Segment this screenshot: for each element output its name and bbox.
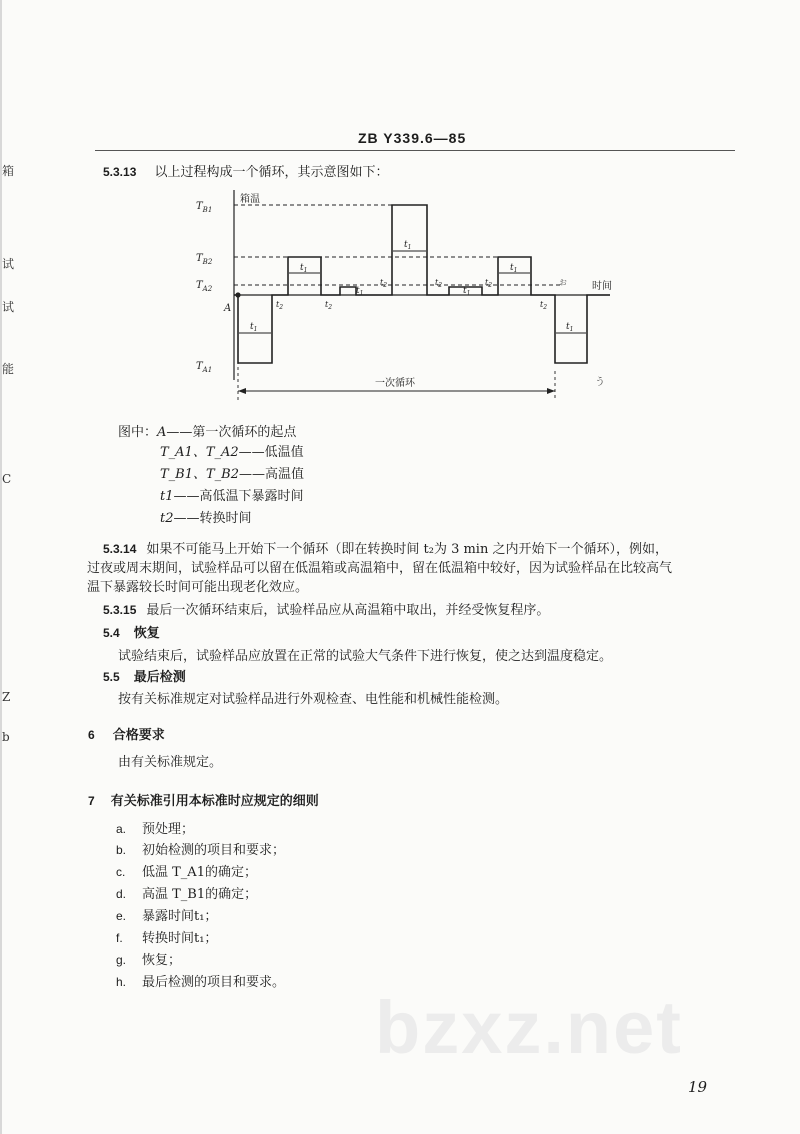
list-text: 初始检测的项目和要求； — [142, 843, 286, 858]
margin-fragment: C — [2, 472, 12, 486]
arrowhead — [547, 388, 555, 394]
section-5-5-body: 按有关标准规定对试验样品进行外观检查、电性能和机械性能检测。 — [118, 692, 509, 707]
legend-symbol: t1 — [160, 489, 174, 504]
t1-label: $t_1$ — [510, 263, 518, 274]
list-item — [116, 907, 217, 926]
legend-symbol: A — [157, 425, 167, 440]
t2-label: $t_2$ — [485, 278, 493, 289]
margin-fragment: b — [2, 730, 10, 744]
section-6-heading — [88, 726, 165, 745]
t1-label: $t_1$ — [566, 322, 574, 333]
t2-label: $t_2$ — [325, 300, 333, 311]
temperature-waveform — [234, 205, 610, 363]
list-text: 预处理； — [142, 822, 195, 837]
temperature-cycle-diagram — [190, 185, 630, 415]
section-5-3-15 — [103, 601, 549, 620]
section-title: 恢复 — [133, 626, 160, 641]
legend-row — [160, 487, 304, 507]
t2-label: $t_2$ — [435, 278, 443, 289]
cycle-label: 一次循环 — [375, 378, 415, 389]
section-text: 如果不可能马上开始下一个循环（即在转换时间 t₂为 3 min 之内开始下一个循环），例如， — [146, 542, 668, 557]
section-5-5-heading — [103, 668, 186, 687]
start-point — [236, 293, 240, 297]
section-title: 最后检测 — [133, 670, 186, 685]
level-ta1-label: $T_{A1}$ — [196, 361, 213, 374]
legend-row — [160, 443, 304, 463]
list-item — [116, 841, 285, 860]
x-axis-label: 时间 — [592, 281, 612, 292]
section-number: 5.5 — [103, 670, 120, 684]
legend-symbol: t2 — [160, 511, 174, 526]
legend-text: ——转换时间 — [173, 511, 252, 526]
watermark: bzxz.net — [375, 986, 683, 1069]
section-text: 以上过程构成一个循环，其示意图如下： — [154, 165, 389, 180]
section-title: 合格要求 — [112, 728, 165, 743]
margin-fragment: 试 — [2, 257, 15, 271]
list-letter: b. — [116, 843, 127, 857]
margin-fragment: 试 — [2, 300, 15, 314]
list-item — [116, 929, 217, 948]
standard-code-header: ZB Y339.6—85 — [358, 130, 467, 146]
legend-text: ——高温值 — [239, 467, 305, 482]
t2-label: $t_2$ — [276, 300, 284, 311]
page-number: 19 — [688, 1078, 708, 1096]
section-text: 最后一次循环结束后，试验样品应从高温箱中取出，并经受恢复程序。 — [146, 603, 550, 618]
list-text: 高温 T_B1的确定； — [142, 887, 258, 902]
list-letter: a. — [116, 822, 127, 836]
level-ta2-label: $T_{A2}$ — [196, 280, 213, 293]
t1-label: $t_1$ — [404, 240, 412, 251]
section-5-4-heading — [103, 624, 160, 643]
t1-label: $t_1$ — [463, 286, 471, 297]
list-text: 暴露时间t₁； — [142, 909, 218, 924]
list-letter: h. — [116, 975, 127, 989]
list-letter: d. — [116, 887, 127, 901]
section-text: 过夜或周末期间，试验样品可以留在低温箱或高温箱中，留在低温箱中较好，因为试验样品在比较高气 — [87, 561, 673, 576]
list-text: 转换时间t₁； — [142, 931, 218, 946]
legend-symbol: T_B1、T_B2 — [160, 467, 239, 482]
list-item — [116, 951, 181, 970]
section-number: 5.3.14 — [103, 542, 137, 556]
section-5-3-13 — [103, 163, 389, 182]
margin-fragment: 能 — [2, 362, 15, 376]
legend-text: ——第一次循环的起点 — [166, 425, 297, 440]
legend-text: ——低温值 — [238, 445, 304, 460]
section-number: 5.4 — [103, 626, 120, 640]
section-5-3-14 — [87, 540, 743, 597]
list-item — [116, 973, 285, 992]
header-rule — [95, 150, 735, 151]
list-letter: f. — [116, 931, 123, 945]
level-tb1-label: $T_{B1}$ — [196, 201, 213, 214]
stray-mark: ぉ — [558, 277, 568, 288]
section-number: 6 — [88, 728, 95, 742]
margin-fragment: Z — [2, 690, 11, 704]
arrowhead — [238, 388, 246, 394]
section-6-body: 由有关标准规定。 — [118, 755, 223, 770]
section-7-heading — [88, 792, 319, 811]
section-title: 有关标准引用本标准时应规定的细则 — [110, 794, 319, 809]
list-item — [116, 885, 257, 904]
t1-label: $t_1$ — [300, 263, 308, 274]
list-item — [116, 820, 194, 839]
legend-row — [160, 465, 304, 485]
y-axis-label: 箱温 — [240, 194, 260, 205]
section-text: 温下暴露较长时间可能出现老化效应。 — [87, 580, 309, 595]
t2-label: $t_2$ — [380, 278, 388, 289]
stray-mark: う — [595, 377, 605, 388]
t1-label: $t_1$ — [250, 322, 258, 333]
t2-label: $t_2$ — [540, 300, 548, 311]
level-tb2-label: $T_{B2}$ — [196, 253, 213, 266]
section-number: 7 — [88, 794, 95, 808]
legend-text: ——高低温下暴露时间 — [173, 489, 304, 504]
list-item — [116, 863, 257, 882]
margin-fragment: 箱 — [2, 164, 15, 178]
list-text: 低温 T_A1的确定； — [142, 865, 257, 880]
start-label: A — [224, 303, 232, 314]
list-letter: g. — [116, 953, 127, 967]
legend-intro: 图中： — [118, 425, 158, 440]
list-letter: e. — [116, 909, 127, 923]
legend-row — [118, 423, 296, 443]
section-5-4-body: 试验结束后，试验样品应放置在正常的试验大气条件下进行恢复，使之达到温度稳定。 — [118, 649, 613, 664]
t1-label: $t_1$ — [356, 286, 364, 297]
legend-symbol: T_A1、T_A2 — [160, 445, 239, 460]
section-number: 5.3.15 — [103, 603, 137, 617]
list-text: 最后检测的项目和要求。 — [142, 975, 286, 990]
list-letter: c. — [116, 865, 126, 879]
list-text: 恢复； — [142, 953, 182, 968]
legend-row — [160, 509, 252, 529]
section-number: 5.3.13 — [103, 165, 137, 179]
